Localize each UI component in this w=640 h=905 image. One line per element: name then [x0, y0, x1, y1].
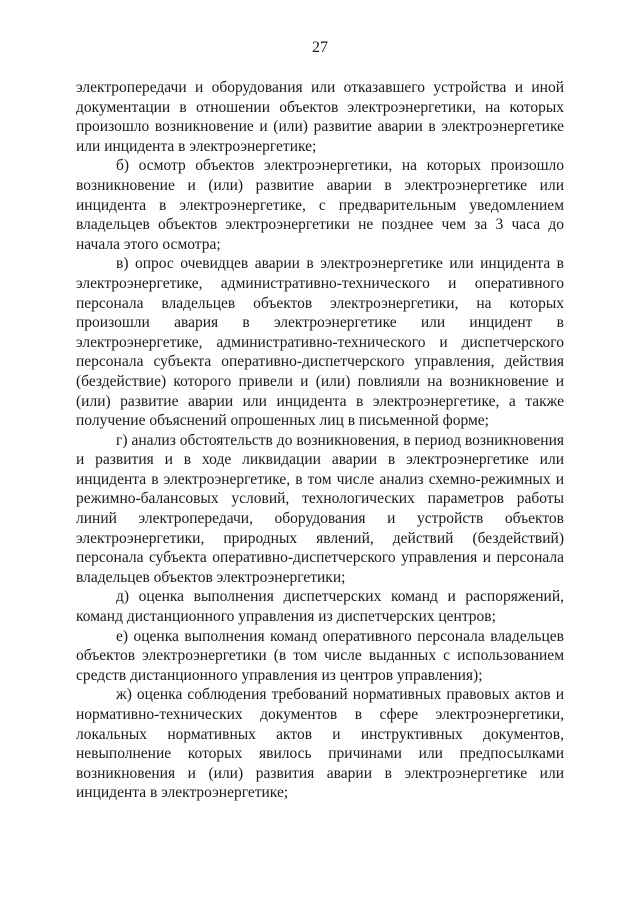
paragraph-item-g: г) анализ обстоятельств до возникновения, в период возникновения и развития и в ходе ликвидации аварии в электроэнергетике или инцидента в электроэнергетике, в том числе анализ схемно-режимных и режимно-балансовых условий, технологических параметров работы линий электропередачи, оборудования и устройств объектов электроэнергетики, природных явлений, действий (бездействий) персонала субъекта оперативно-диспетчерского управления и персонала владельцев объектов электроэнергетики; — [76, 431, 564, 586]
paragraph-item-d: д) оценка выполнения диспетчерских команд и распоряжений, команд дистанционного управления из диспетчерских центров; — [76, 588, 564, 626]
paragraph-item-v: в) опрос очевидцев аварии в электроэнергетике или инцидента в электроэнергетике, административно-технического и оперативного персонала владельцев объектов электроэнергетики, на которых произошли авария в электроэнергетике или инцидент в электроэнергетике, административно-технического и диспетчерского персонала субъекта оперативно-диспетчерского управления, действия (бездействие) которого привели и (или) повлияли на возникновение и (или) развитие аварии или инцидента в электроэнергетике, а также получение объяснений опрошенных лиц в письменной форме; — [76, 255, 564, 430]
paragraph-item-e: е) оценка выполнения команд оперативного персонала владельцев объектов электроэнергетики (в том числе выданных с использованием средств дистанционного управления из центров управления); — [76, 627, 564, 684]
paragraph-continuation: электропередачи и оборудования или отказавшего устройства и иной документации в отношении объектов электроэнергетики, на которых произошло возникновение и (или) развитие аварии в электроэнергетике или инцидента в электроэнергетике; — [76, 79, 564, 155]
document-body — [76, 78, 564, 803]
paragraph-item-b: б) осмотр объектов электроэнергетики, на которых произошло возникновение и (или) развитие аварии в электроэнергетике или инцидента в электроэнергетике, с предварительным уведомлением владельцев объектов электроэнергетики не позднее чем за 3 часа до начала этого осмотра; — [76, 157, 564, 253]
page-number: 27 — [312, 39, 328, 56]
paragraph-item-zh: ж) оценка соблюдения требований нормативных правовых актов и нормативно-технических документов в сфере электроэнергетики, локальных нормативных актов и инструктивных документов, невыполнение которых явилось причинами или предпосылками возникновения и (или) развития аварии в электроэнергетике или инцидента в электроэнергетике; — [76, 686, 564, 802]
